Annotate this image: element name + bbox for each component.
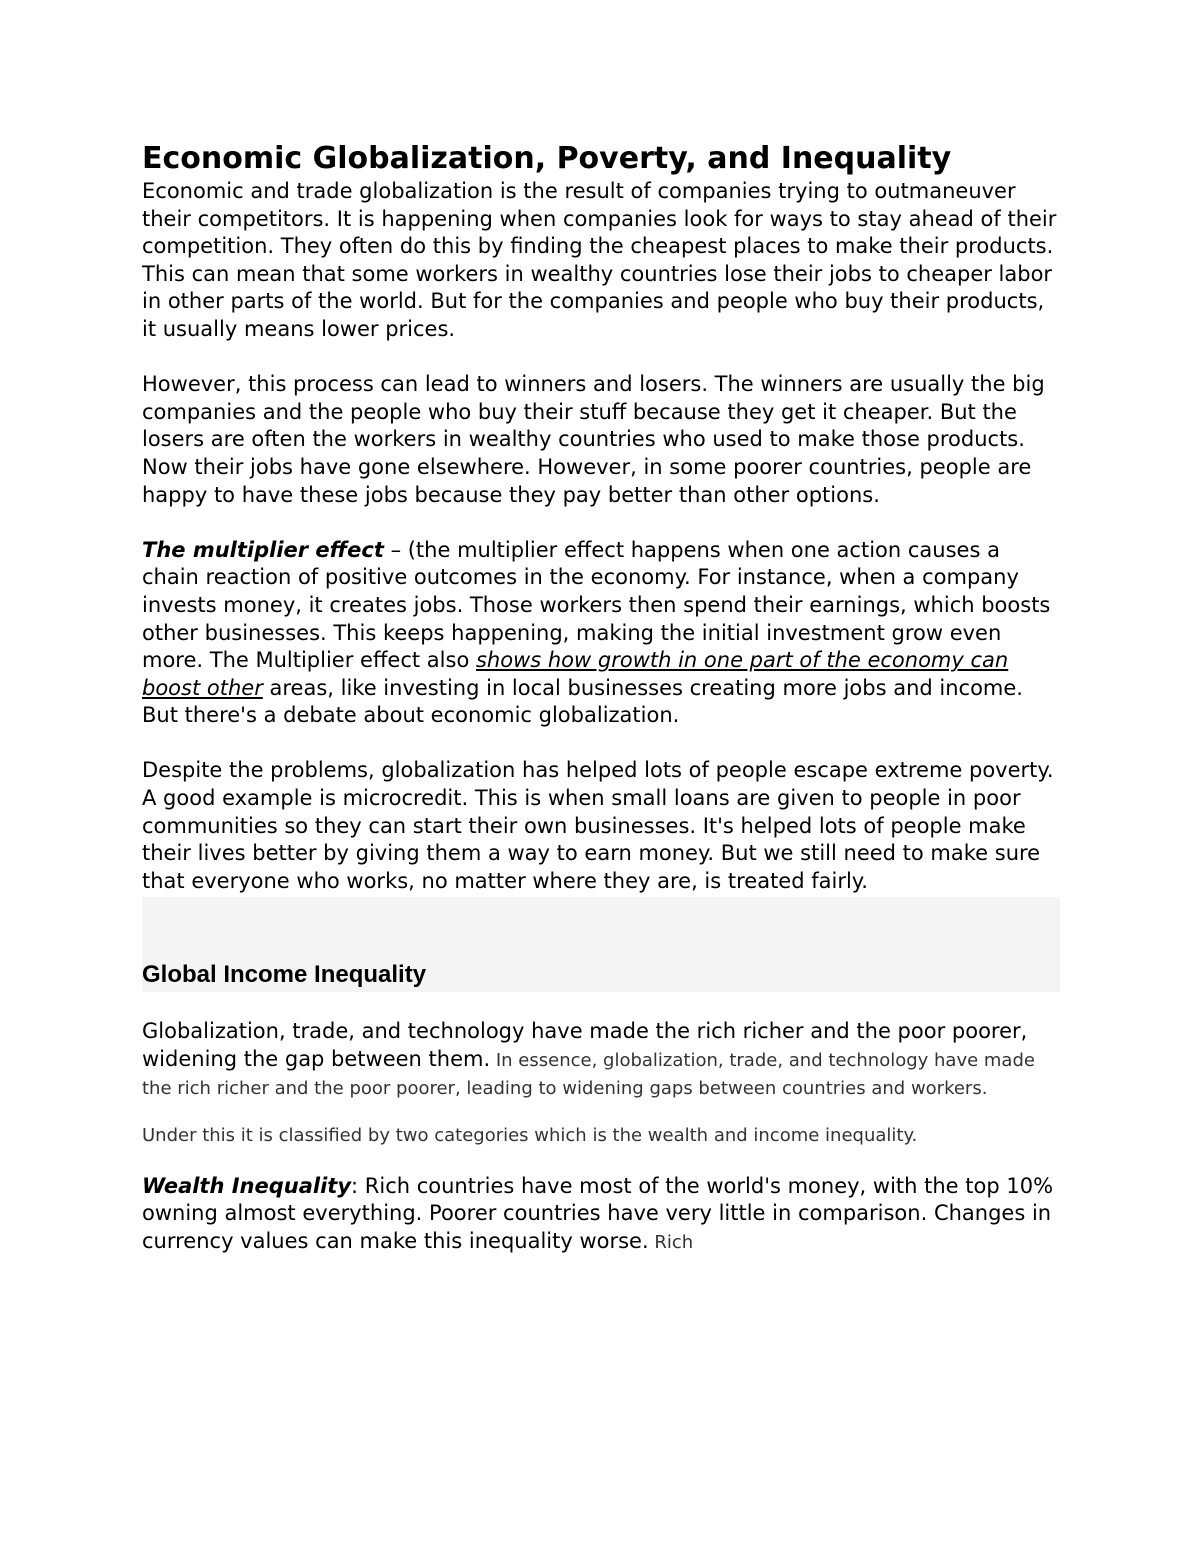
wealth-inequality-trailing: Rich [648, 1231, 694, 1253]
document-page [142, 140, 1060, 1256]
income-intro-small: In essence, globalization, trade, and technology have made the rich richer and the poor poorer, leading to widening gaps between countries and workers. [142, 1050, 1035, 1099]
paragraph-multiplier-effect [142, 537, 1060, 730]
paragraph-winners-losers: However, this process can lead to winners and losers. The winners are usually the big companies and the people who buy their stuff because they get it cheaper. But the losers are often the workers in wealthy countries who used to make those products. Now their jobs have gone elsewhere. However, in some poorer countries, people are happy to have these jobs because they pay better than other options. [142, 372, 1045, 507]
paragraph-spacer [142, 1149, 1060, 1173]
wealth-inequality-term: Wealth Inequality [142, 1173, 352, 1198]
multiplier-effect-underlined: shows how growth in one part of the economy can boost other [142, 648, 1009, 700]
paragraph-spacer [142, 509, 1060, 537]
paragraph-spacer [142, 344, 1060, 372]
wealth-inequality-text: : Rich countries have most of the world's money, with the top 10% owning almost everything. Poorer countries have very little in comparison. Changes in currency values can make this inequality worse. [142, 1173, 1054, 1253]
paragraph-income-inequality-intro [142, 1018, 1060, 1101]
income-intro-large: Globalization, trade, and technology have made the rich richer and the poor poorer, widening the gap between them. [142, 1019, 1028, 1072]
multiplier-effect-tail: areas, like investing in local businesses creating more jobs and income. But there's a debate about economic globalization. [142, 675, 1023, 728]
paragraph-spacer [142, 1101, 1060, 1123]
paragraph-wealth-inequality [142, 1173, 1060, 1256]
section-heading-band [142, 897, 1060, 992]
paragraph-globalization-intro: Economic and trade globalization is the result of companies trying to outmaneuver their competitors. It is happening when companies look for ways to stay ahead of their competition. They often do this by finding the cheapest places to make their products. This can mean that some workers in wealthy countries lose their jobs to cheaper labor in other parts of the world. But for the companies and people who buy their products, it usually means lower prices. [142, 179, 1057, 341]
multiplier-effect-term: The multiplier effect [142, 537, 384, 562]
document-title: Economic Globalization, Poverty, and Inequality [142, 141, 952, 176]
section-heading-global-income-inequality: Global Income Inequality [142, 961, 427, 989]
section-spacer [142, 992, 1060, 1018]
paragraph-microcredit: Despite the problems, globalization has helped lots of people escape extreme poverty. A good example is microcredit. This is when small loans are given to people in poor communities so they can start their own businesses. It's helped lots of people make their lives better by giving them a way to earn money. But we still need to make sure that everyone who works, no matter where they are, is treated fairly. [142, 758, 1054, 893]
multiplier-effect-lead: – (the multiplier effect happens when one action causes a chain reaction of positive outcomes in the economy. For instance, when a company invests money, it creates jobs. Those workers then spend their earnings, which boosts other businesses. This keeps happening, making the initial investment grow even more. The Multiplier effect also [142, 537, 1051, 673]
paragraph-classification: Under this it is classified by two categories which is the wealth and income inequality. [142, 1125, 918, 1147]
paragraph-spacer [142, 730, 1060, 758]
